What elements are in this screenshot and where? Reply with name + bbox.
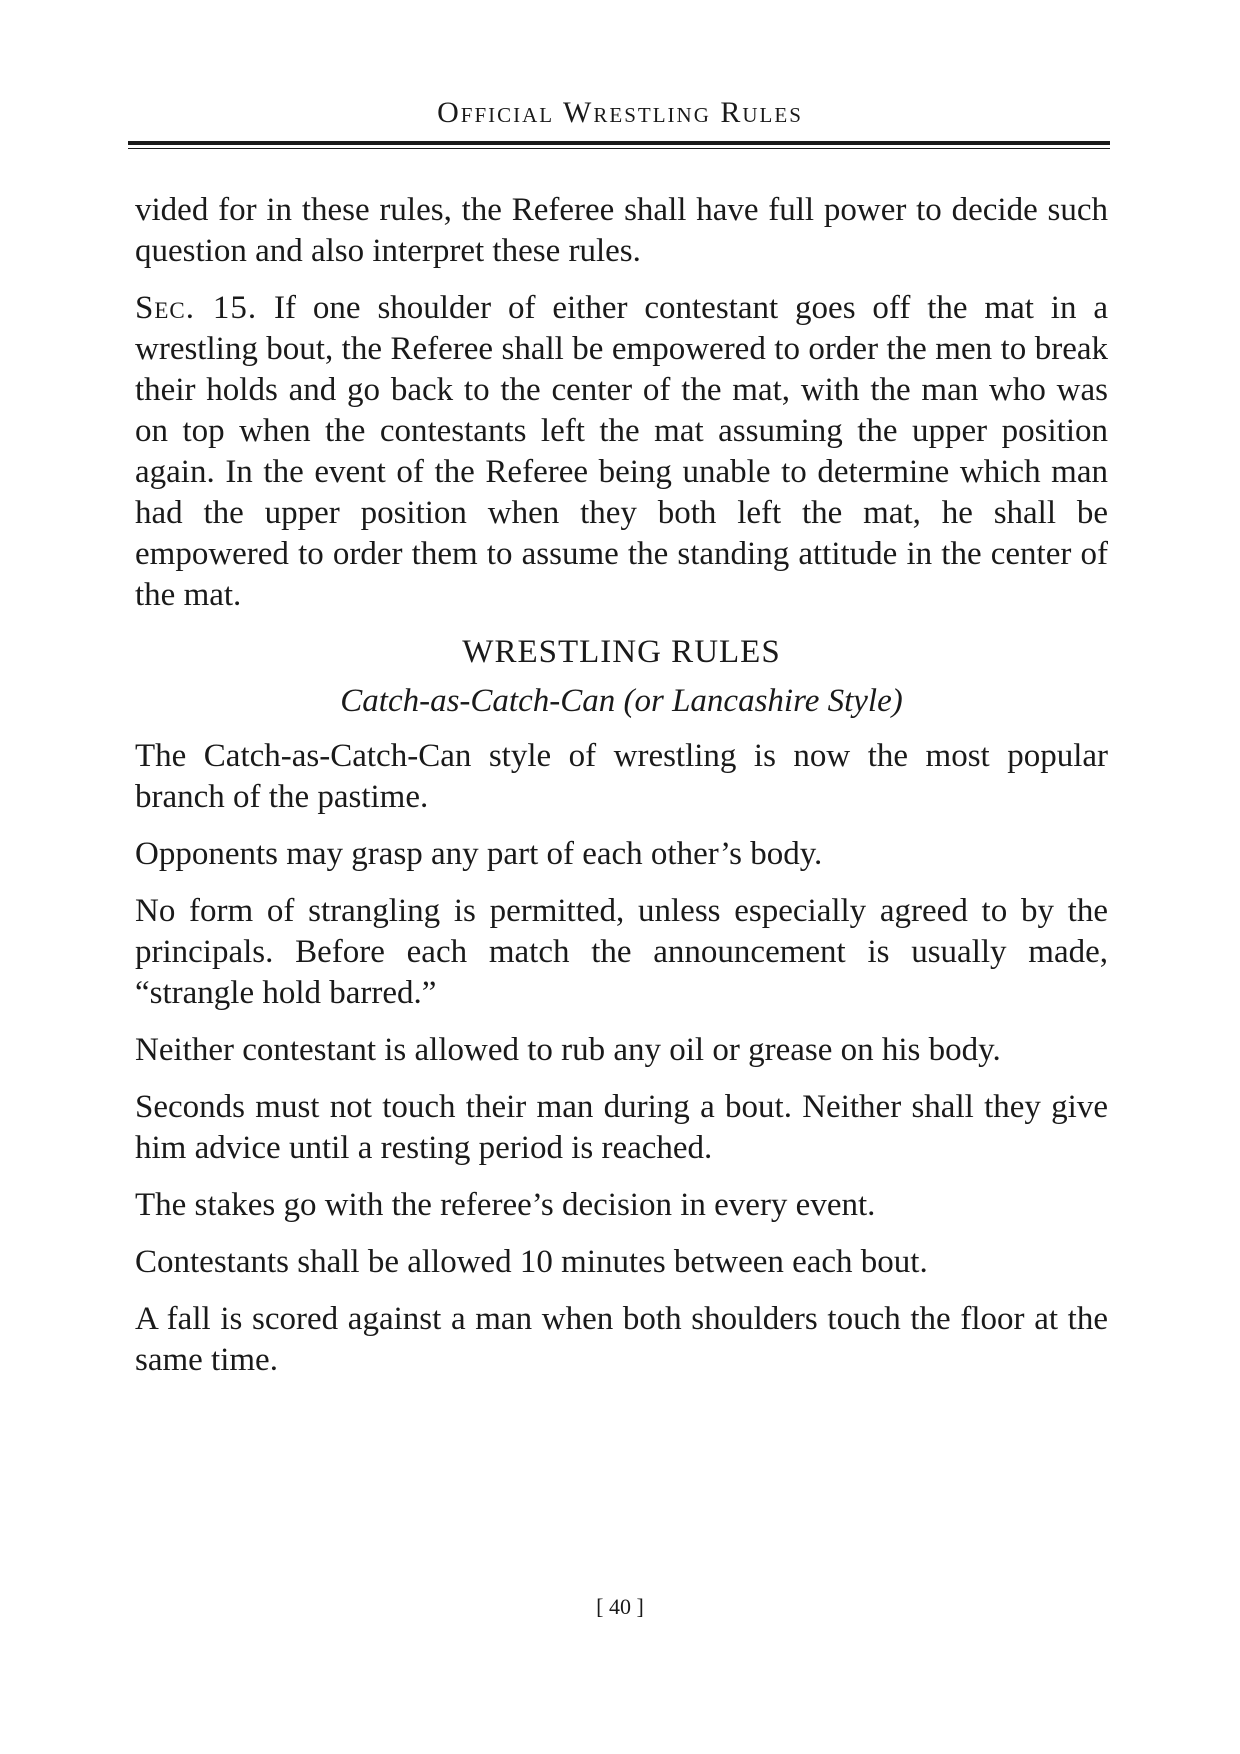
running-head: Official Wrestling Rules	[437, 96, 803, 129]
section-label: Sec. 15.	[135, 290, 258, 326]
header-rule-thin	[128, 148, 1110, 149]
paragraph-sec-15	[135, 288, 1108, 616]
page-number: [ 40 ]	[596, 1594, 644, 1619]
rule-paragraph: A fall is scored against a man when both shoulders touch the floor at the same time.	[135, 1301, 1108, 1378]
section-heading: WRESTLING RULES	[462, 634, 781, 670]
rule-paragraph: Opponents may grasp any part of each other’s body.	[135, 836, 823, 872]
rule-paragraph: No form of strangling is permitted, unless especially agreed to by the principals. Before each match the announcement is usually made, “strangle hold barred.”	[135, 893, 1108, 1011]
rule-paragraph: Neither contestant is allowed to rub any oil or grease on his body.	[135, 1032, 1001, 1068]
body-text	[135, 190, 1108, 1397]
paragraph-continued	[135, 190, 1108, 272]
paragraph-text: vided for in these rules, the Referee shall have full power to decide such question and also interpret these rules.	[135, 192, 1108, 269]
header-rule-thick	[128, 141, 1110, 145]
paragraph-text: If one shoulder of either contestant goes off the mat in a wrestling bout, the Referee shall be empowered to order the men to break their holds and go back to the center of the mat, with the man who was on top when the contestants left the mat assuming the upper position again. In the event of the Referee being unable to determine which man had the upper position when they both left the mat, he shall be empowered to order them to assume the standing attitude in the center of the mat.	[135, 290, 1108, 613]
rule-paragraph: The stakes go with the referee’s decision in every event.	[135, 1187, 876, 1223]
section-subheading: Catch-as-Catch-Can (or Lancashire Style)	[340, 683, 903, 719]
rule-paragraph: Contestants shall be allowed 10 minutes between each bout.	[135, 1244, 928, 1280]
rule-paragraph: The Catch-as-Catch-Can style of wrestling is now the most popular branch of the pastime.	[135, 738, 1108, 815]
rule-paragraph: Seconds must not touch their man during a bout. Neither shall they give him advice until a resting period is reached.	[135, 1089, 1108, 1166]
